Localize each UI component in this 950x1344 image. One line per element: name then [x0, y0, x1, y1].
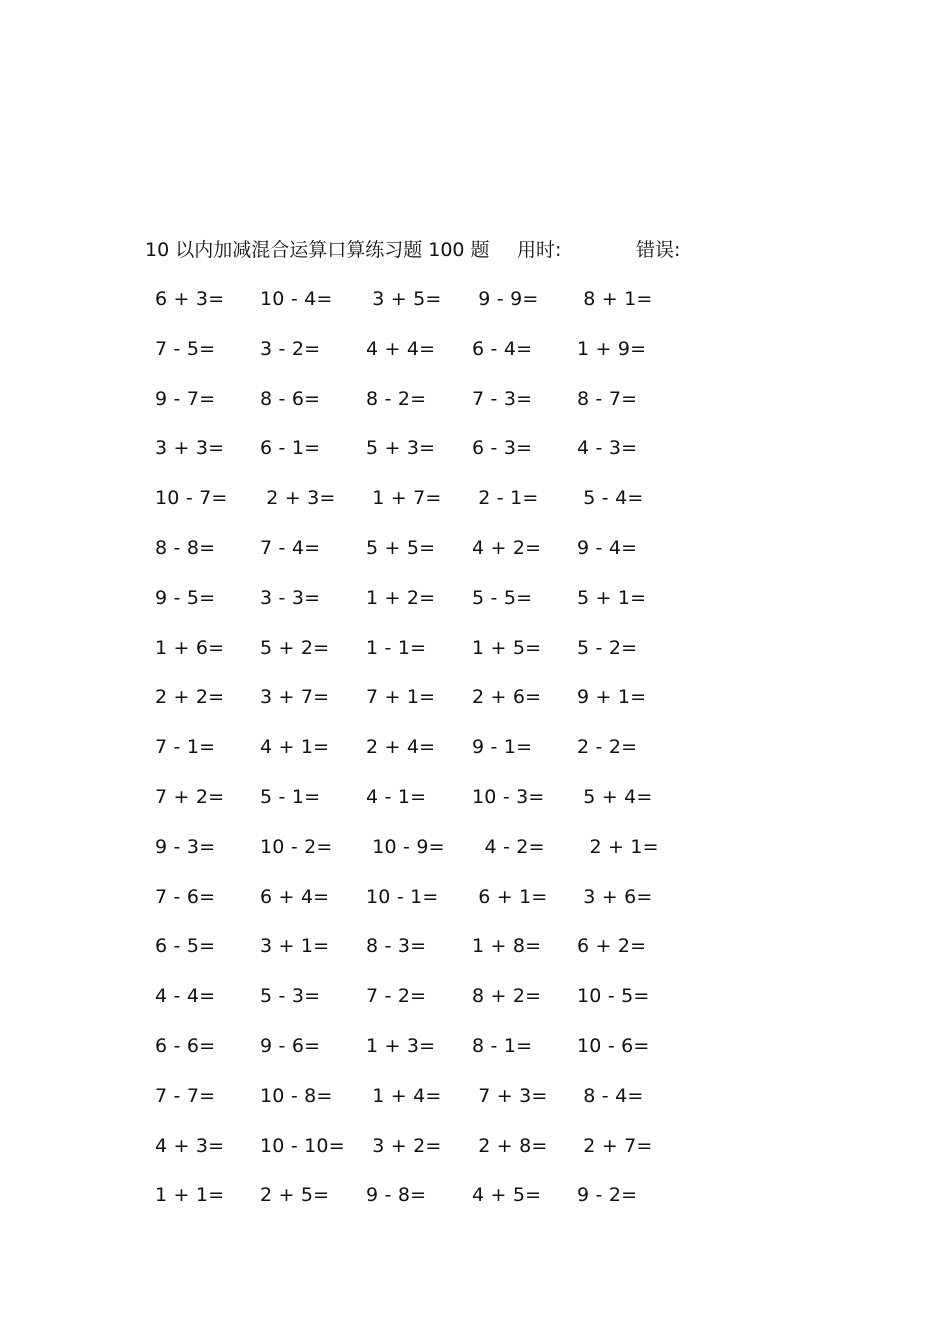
math-problem: 9 - 6= — [260, 1034, 321, 1057]
math-problem: 6 + 1= — [472, 885, 548, 908]
problem-row — [148, 1031, 668, 1081]
problem-row — [148, 682, 668, 732]
math-problem: 8 + 1= — [577, 288, 653, 310]
math-problem: 10 - 7= — [155, 487, 228, 510]
math-problem: 6 + 2= — [577, 935, 647, 958]
math-problem: 8 + 2= — [472, 985, 542, 1008]
math-problem: 8 - 3= — [366, 935, 427, 958]
math-problem: 10 - 8= — [260, 1084, 333, 1107]
math-problem: 9 - 4= — [577, 536, 638, 559]
problem-row — [148, 533, 668, 583]
math-problem: 10 - 5= — [577, 985, 650, 1008]
math-problem: 2 + 4= — [366, 736, 436, 759]
math-problem: 10 - 4= — [260, 288, 333, 310]
problem-row — [148, 1081, 668, 1131]
math-problem: 2 + 7= — [577, 1134, 653, 1157]
math-problem: 7 - 1= — [155, 736, 216, 759]
math-problem: 7 - 2= — [366, 985, 427, 1008]
math-problem: 5 + 2= — [260, 636, 330, 659]
math-problem: 8 - 2= — [366, 387, 427, 410]
math-problem: 5 + 5= — [366, 536, 436, 559]
math-problem: 10 - 3= — [472, 785, 545, 808]
math-problem: 1 + 1= — [155, 1184, 225, 1207]
error-count-label: 错误: — [636, 239, 681, 261]
math-problem: 5 + 4= — [577, 785, 653, 808]
math-problem: 10 - 1= — [366, 885, 439, 908]
math-problem: 9 - 5= — [155, 586, 216, 609]
math-problem: 6 - 6= — [155, 1034, 216, 1057]
math-problem: 9 + 1= — [577, 686, 647, 709]
math-problem: 4 + 2= — [472, 536, 542, 559]
math-problem: 10 - 10= — [260, 1134, 345, 1157]
math-problem: 1 + 6= — [155, 636, 225, 659]
math-problem: 3 - 3= — [260, 586, 321, 609]
math-problem: 7 - 7= — [155, 1084, 216, 1107]
problem-row — [148, 433, 668, 483]
math-problem: 3 - 2= — [260, 337, 321, 360]
problem-row — [148, 1131, 668, 1181]
math-problem: 2 + 6= — [472, 686, 542, 709]
math-problem: 10 - 6= — [577, 1034, 650, 1057]
problem-row — [148, 782, 668, 832]
problem-row — [148, 334, 668, 384]
math-problem: 7 + 3= — [472, 1084, 548, 1107]
problem-row — [148, 882, 668, 932]
math-problem: 7 - 3= — [472, 387, 533, 410]
problem-grid — [148, 284, 668, 1230]
problem-row — [148, 633, 668, 683]
math-problem: 7 - 4= — [260, 536, 321, 559]
problem-row — [148, 832, 668, 882]
math-problem: 1 + 2= — [366, 586, 436, 609]
math-problem: 2 + 1= — [577, 835, 659, 858]
problem-row — [148, 1180, 668, 1230]
math-problem: 2 - 2= — [577, 736, 638, 759]
math-problem: 1 + 4= — [366, 1084, 442, 1107]
math-problem: 8 - 6= — [260, 387, 321, 410]
math-problem: 2 + 2= — [155, 686, 225, 709]
math-problem: 2 - 1= — [472, 487, 539, 510]
math-problem: 7 + 2= — [155, 785, 225, 808]
math-problem: 5 - 2= — [577, 636, 638, 659]
math-problem: 8 - 4= — [577, 1084, 644, 1107]
math-problem: 3 + 5= — [366, 288, 442, 310]
math-problem: 3 + 2= — [366, 1134, 442, 1157]
math-problem: 1 + 9= — [577, 337, 647, 360]
math-problem: 4 + 4= — [366, 337, 436, 360]
problem-row — [148, 931, 668, 981]
math-problem: 7 + 1= — [366, 686, 436, 709]
math-problem: 6 - 5= — [155, 935, 216, 958]
math-problem: 8 - 7= — [577, 387, 638, 410]
time-used-label: 用时: — [517, 239, 562, 261]
math-problem: 9 - 9= — [472, 288, 539, 310]
math-problem: 3 + 3= — [155, 437, 225, 460]
math-problem: 4 - 1= — [366, 785, 427, 808]
math-problem: 6 - 1= — [260, 437, 321, 460]
math-problem: 4 + 3= — [155, 1134, 225, 1157]
math-problem: 9 - 2= — [577, 1184, 638, 1207]
math-problem: 9 - 3= — [155, 835, 216, 858]
math-problem: 3 + 6= — [577, 885, 653, 908]
problem-row — [148, 384, 668, 434]
math-problem: 10 - 9= — [366, 835, 445, 858]
math-problem: 1 + 5= — [472, 636, 542, 659]
math-problem: 4 - 2= — [472, 835, 545, 858]
math-problem: 10 - 2= — [260, 835, 333, 858]
problem-row — [148, 732, 668, 782]
problem-row — [148, 284, 668, 334]
problem-row — [148, 583, 668, 633]
math-problem: 5 - 5= — [472, 586, 533, 609]
math-problem: 8 - 1= — [472, 1034, 533, 1057]
math-problem: 9 - 8= — [366, 1184, 427, 1207]
problem-row — [148, 981, 668, 1031]
math-problem: 6 - 3= — [472, 437, 533, 460]
math-problem: 4 - 4= — [155, 985, 216, 1008]
math-problem: 5 - 3= — [260, 985, 321, 1008]
math-problem: 4 + 1= — [260, 736, 330, 759]
math-problem: 4 + 5= — [472, 1184, 542, 1207]
math-problem: 8 - 8= — [155, 536, 216, 559]
math-problem: 6 + 4= — [260, 885, 330, 908]
problem-row — [148, 483, 668, 533]
math-problem: 1 + 7= — [366, 487, 442, 510]
math-problem: 5 - 1= — [260, 785, 321, 808]
math-problem: 9 - 1= — [472, 736, 533, 759]
worksheet-title: 10 以内加减混合运算口算练习题 100 题 — [145, 239, 490, 261]
math-problem: 6 + 3= — [155, 288, 225, 310]
math-problem: 5 + 1= — [577, 586, 647, 609]
math-problem: 2 + 3= — [260, 487, 336, 510]
math-problem: 7 - 5= — [155, 337, 216, 360]
math-problem: 2 + 5= — [260, 1184, 330, 1207]
math-problem: 1 + 8= — [472, 935, 542, 958]
math-problem: 4 - 3= — [577, 437, 638, 460]
math-problem: 2 + 8= — [472, 1134, 548, 1157]
math-problem: 6 - 4= — [472, 337, 533, 360]
math-problem: 5 + 3= — [366, 437, 436, 460]
math-problem: 7 - 6= — [155, 885, 216, 908]
math-problem: 1 - 1= — [366, 636, 427, 659]
math-problem: 9 - 7= — [155, 387, 216, 410]
math-problem: 3 + 1= — [260, 935, 330, 958]
math-problem: 5 - 4= — [577, 487, 644, 510]
math-problem: 3 + 7= — [260, 686, 330, 709]
math-problem: 1 + 3= — [366, 1034, 436, 1057]
